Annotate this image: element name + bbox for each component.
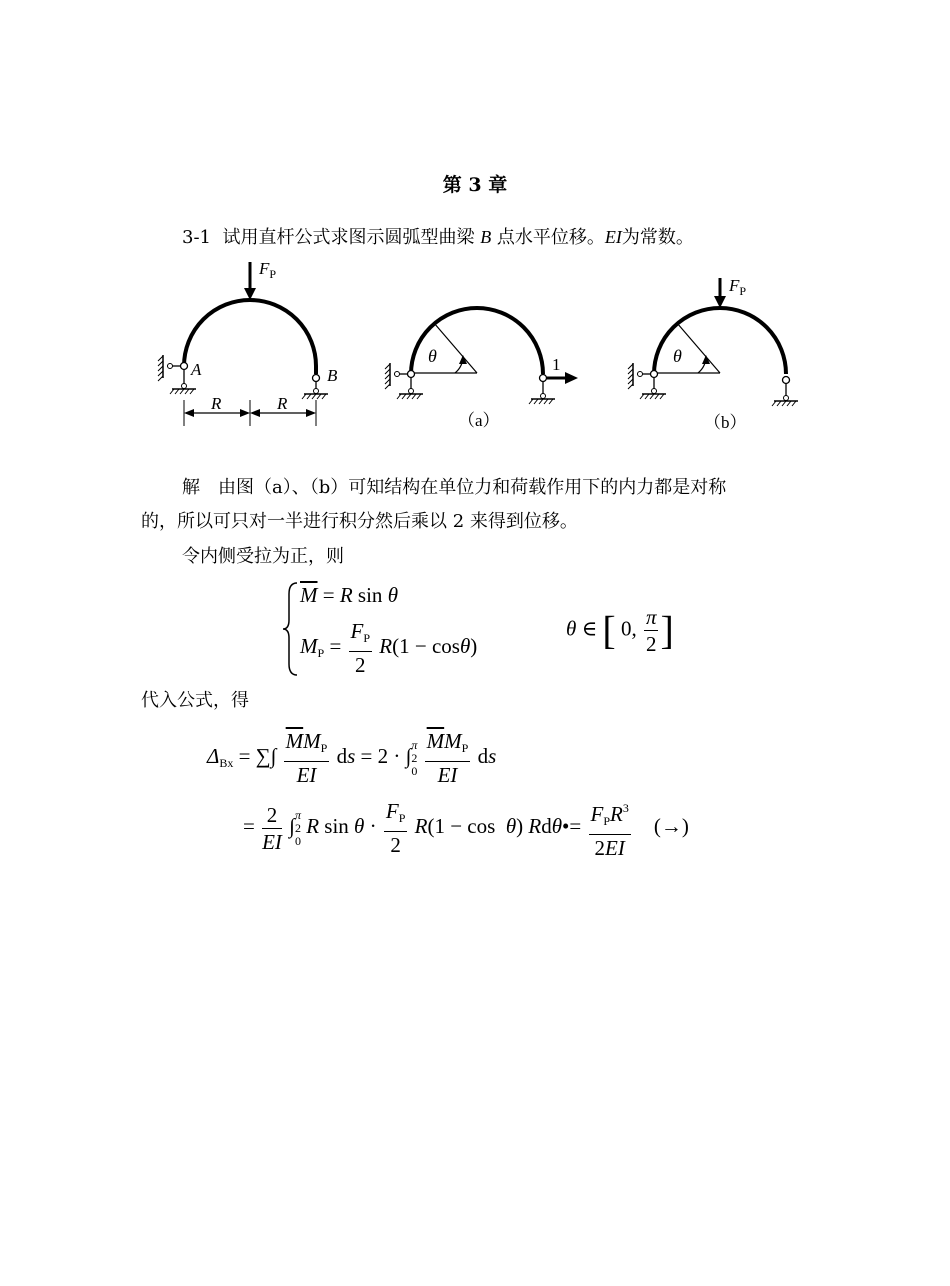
problem-text-a: 试用直杆公式求图示圆弧型曲梁 bbox=[222, 227, 475, 248]
chapter-title: 第 3 章 bbox=[442, 174, 508, 196]
solution-line-2: 的，所以可只对一半进行积分然后乘以 2 来得到位移。 bbox=[141, 511, 578, 532]
figure-b bbox=[628, 276, 798, 432]
problem-ei: EI bbox=[604, 227, 622, 247]
angle-a: θ bbox=[428, 346, 437, 366]
equation-displacement-1: $\Delta_{Bx}$ = ∑∫ $\frac{\overline{M}M_P}{EI}$ ds = 2 · ∫ π 2 0 $\frac{\overline{M}M_P}{EI}$ ds bbox=[207, 729, 497, 787]
equation-displacement-2: = $\frac{2}{EI}$ ∫ π 2 0 R sin θ · $\frac{F_P}{2}$ R(1 − cos θ) Rdθ•= $\frac{F_PR^3}{2EI}$ (→) bbox=[243, 795, 689, 861]
main-figure bbox=[158, 259, 338, 426]
equation-mbar: $\overline{M} = R$ sin θ bbox=[300, 583, 399, 607]
arch-figures bbox=[0, 250, 950, 440]
label-b: B bbox=[327, 366, 338, 385]
load-b-label: $F_P$ bbox=[729, 276, 747, 298]
caption-a: （a） bbox=[458, 411, 500, 430]
problem-text-c: 为常数。 bbox=[621, 227, 694, 248]
problem-text-b: 点水平位移。 bbox=[496, 227, 605, 248]
main-load-label: $F_P$ bbox=[259, 259, 277, 281]
solution-line-4: 代入公式，得 bbox=[141, 690, 249, 711]
equation-mp: $M_P$ = $\frac{F_P}{2}$ R(1 − cosθ) bbox=[300, 619, 478, 677]
problem-statement bbox=[182, 225, 694, 250]
label-a: A bbox=[191, 360, 202, 379]
unit-load-label: 1 bbox=[552, 355, 561, 374]
problem-number: 3-1 bbox=[182, 227, 211, 248]
problem-point: B bbox=[480, 227, 492, 247]
caption-b: （b） bbox=[704, 413, 747, 432]
dim-left-label: R bbox=[211, 394, 222, 413]
angle-b: θ bbox=[673, 346, 682, 366]
solution-line-1: 解 由图（a）、（b）可知结构在单位力和荷载作用下的内力都是对称 bbox=[182, 477, 727, 498]
dim-right-label: R bbox=[277, 394, 288, 413]
figure-a bbox=[385, 308, 578, 430]
direction-arrow: (→) bbox=[653, 813, 689, 838]
theta-range: θ ∈ [ 0, $\frac{\pi}{2}$ ] bbox=[566, 605, 674, 656]
solution-line-3: 令内侧受拉为正，则 bbox=[182, 546, 344, 567]
brace bbox=[281, 580, 301, 678]
main-arch bbox=[184, 300, 316, 366]
